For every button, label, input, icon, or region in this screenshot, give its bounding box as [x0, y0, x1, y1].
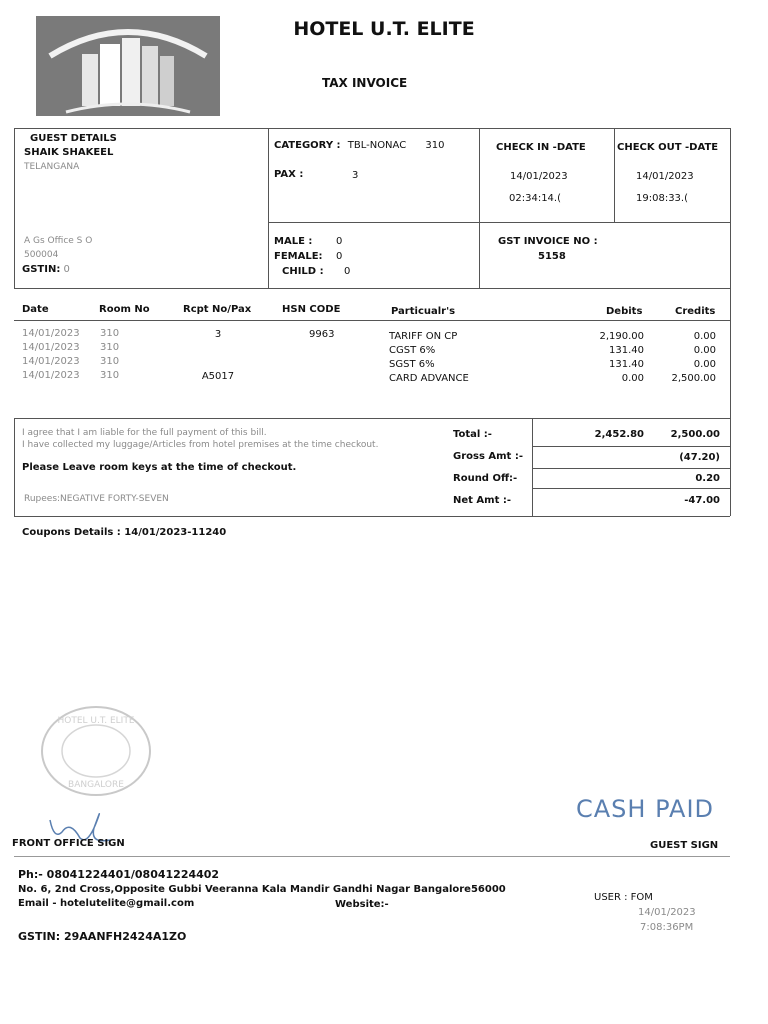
row-credit: 0.00: [693, 359, 716, 370]
row-debit: 131.40: [609, 359, 644, 370]
guest-name: SHAIK SHAKEEL: [24, 147, 114, 158]
child-label: CHILD :: [282, 266, 324, 277]
col-header-particulars: Particualr's: [391, 306, 456, 317]
col-header-date: Date: [22, 304, 49, 315]
checkin-time: 02:34:14.(: [509, 193, 561, 204]
row-particular: CARD ADVANCE: [389, 373, 469, 384]
row-debit: 131.40: [609, 345, 644, 356]
checkin-date: 14/01/2023: [510, 171, 568, 182]
gstin-value: 0: [63, 264, 70, 275]
row-debit: 2,190.00: [599, 331, 644, 342]
total-debit: 2,452.80: [594, 429, 644, 440]
row-particular: CGST 6%: [389, 345, 436, 356]
col-header-credits: Credits: [675, 306, 716, 317]
hotel-seal-stamp: [38, 703, 156, 799]
hotel-phone: Ph:- 08041224401/08041224402: [18, 868, 220, 881]
row-room: 310: [100, 342, 120, 353]
category-label: CATEGORY :: [274, 140, 341, 151]
row-hsn: 9963: [309, 329, 335, 340]
gst-invoice-label: GST INVOICE NO :: [498, 236, 598, 247]
row-date: 14/01/2023: [22, 342, 80, 353]
svg-text:BANGALORE: BANGALORE: [68, 780, 124, 790]
pax-value: 3: [352, 170, 359, 181]
guest-pincode: 500004: [24, 250, 59, 260]
rupees-in-words: Rupees:NEGATIVE FORTY-SEVEN: [24, 494, 169, 504]
female-value: 0: [336, 251, 343, 262]
agree-line-2: I have collected my luggage/Articles from hotel premises at the time checkout.: [22, 440, 379, 450]
document-title: TAX INVOICE: [322, 76, 408, 90]
col-header-debits: Debits: [606, 306, 643, 317]
svg-text:HOTEL U.T. ELITE: HOTEL U.T. ELITE: [57, 716, 135, 726]
row-date: 14/01/2023: [22, 356, 80, 367]
col-header-rcpt: Rcpt No/Pax: [183, 304, 252, 315]
row-room: 310: [100, 370, 120, 381]
col-header-hsn: HSN CODE: [282, 304, 341, 315]
row-particular: TARIFF ON CP: [389, 331, 458, 342]
checkout-time: 19:08:33.(: [636, 193, 688, 204]
print-time: 7:08:36PM: [640, 922, 694, 933]
net-amount-label: Net Amt :-: [453, 495, 511, 506]
row-credit: 2,500.00: [671, 373, 716, 384]
hotel-address: No. 6, 2nd Cross,Opposite Gubbi Veeranna Kala Mandir Gandhi Nagar Bangalore56000: [18, 884, 506, 895]
guest-gstin: [22, 264, 70, 275]
gross-amount-value: (47.20): [679, 452, 720, 463]
room-number: 310: [425, 140, 445, 151]
cash-paid-stamp: CASH PAID: [576, 795, 714, 823]
checkout-date: 14/01/2023: [636, 171, 694, 182]
row-date: 14/01/2023: [22, 328, 80, 339]
male-label: MALE :: [274, 236, 313, 247]
checkout-label: CHECK OUT -DATE: [617, 142, 719, 153]
guest-state: TELANGANA: [24, 162, 80, 172]
hotel-name: HOTEL U.T. ELITE: [293, 18, 475, 40]
gross-amount-label: Gross Amt :-: [453, 451, 523, 462]
row-date: 14/01/2023: [22, 370, 80, 381]
net-amount-value: -47.00: [684, 495, 720, 506]
row-particular: SGST 6%: [389, 359, 435, 370]
coupons-details: Coupons Details : 14/01/2023-11240: [22, 527, 227, 538]
row-debit: 0.00: [621, 373, 644, 384]
guest-sign-label: GUEST SIGN: [650, 840, 719, 851]
gst-invoice-value: 5158: [538, 251, 566, 262]
checkin-label: CHECK IN -DATE: [496, 142, 586, 153]
keys-note: Please Leave room keys at the time of checkout.: [22, 462, 297, 473]
print-date: 14/01/2023: [638, 907, 696, 918]
row-room: 310: [100, 356, 120, 367]
hotel-gstin: GSTIN: 29AANFH2424A1ZO: [18, 930, 187, 943]
category-row: [274, 140, 444, 151]
guest-address: A Gs Office S O: [24, 236, 93, 246]
category-value: TBL-NONAC: [347, 140, 407, 151]
hotel-email: Email - hotelutelite@gmail.com: [18, 898, 195, 909]
hotel-website-label: Website:-: [335, 899, 389, 910]
row-credit: 0.00: [693, 345, 716, 356]
pax-label: PAX :: [274, 169, 304, 180]
row-rcpt: 3: [214, 329, 222, 340]
child-value: 0: [344, 266, 351, 277]
gstin-label: GSTIN:: [22, 264, 61, 275]
female-label: FEMALE:: [274, 251, 323, 262]
col-header-room: Room No: [99, 304, 150, 315]
front-office-sign-label: FRONT OFFICE SIGN: [12, 838, 125, 849]
round-off-label: Round Off:-: [453, 473, 518, 484]
total-label: Total :-: [453, 429, 492, 440]
row-room: 310: [100, 328, 120, 339]
male-value: 0: [336, 236, 343, 247]
agree-line-1: I agree that I am liable for the full payment of this bill.: [22, 428, 267, 438]
total-credit: 2,500.00: [670, 429, 720, 440]
row-rcpt: A5017: [201, 371, 235, 382]
row-credit: 0.00: [693, 331, 716, 342]
user-label: USER : FOM: [594, 892, 653, 903]
guest-details-label: GUEST DETAILS: [30, 133, 117, 144]
round-off-value: 0.20: [695, 473, 720, 484]
seal-icon: [38, 703, 156, 799]
